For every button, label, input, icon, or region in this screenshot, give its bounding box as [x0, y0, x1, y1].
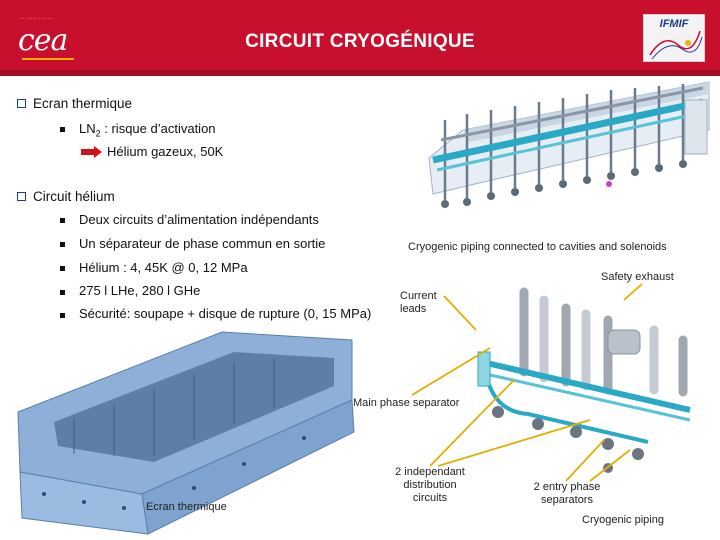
helium-item-2: Un séparateur de phase commun en sortie [79, 236, 326, 251]
ln2-subscript: 2 [95, 128, 101, 139]
section-heading-ecran: Ecran thermique [33, 96, 133, 111]
section-heading-helium: Circuit hélium [33, 189, 115, 204]
caption-current-leads-1: Current [400, 290, 437, 302]
caption-independant-circuits: 2 independant distribution circuits [395, 466, 465, 504]
caption-cryogenic-piping: Cryogenic piping [582, 514, 664, 526]
caption-ecran-thermique: Ecran thermique [146, 501, 227, 513]
caption-safety-exhaust: Safety exhaust [601, 271, 674, 283]
helium-item-1: Deux circuits d’alimentation indépendants [79, 212, 319, 227]
helium-item-5: Sécurité: soupape + disque de rupture (0, 15 MPa) [79, 306, 372, 321]
helium-gas-text: Hélium gazeux, 50K [107, 144, 224, 159]
caption-current-leads-2: leads [400, 303, 427, 315]
slide-title: CIRCUIT CRYOGÉNIQUE [245, 31, 475, 52]
helium-item-4: 275 l LHe, 280 l GHe [79, 283, 201, 298]
caption-main-phase-separator: Main phase separator [353, 397, 460, 409]
helium-item-3: Hélium : 4, 45K @ 0, 12 MPa [79, 260, 248, 275]
cea-logo-tagline: ··· ······· ····· ··· [20, 16, 54, 21]
caption-entry-phase-separators: 2 entry phase separators [533, 481, 601, 506]
ln2-prefix: LN [79, 121, 96, 136]
caption-piping-top: Cryogenic piping connected to cavities and solenoids [408, 241, 667, 253]
ifmif-logo-text: IFMIF [659, 18, 689, 30]
cea-logo-mark: cea [18, 23, 68, 58]
ln2-suffix: : risque d’activation [100, 121, 216, 136]
